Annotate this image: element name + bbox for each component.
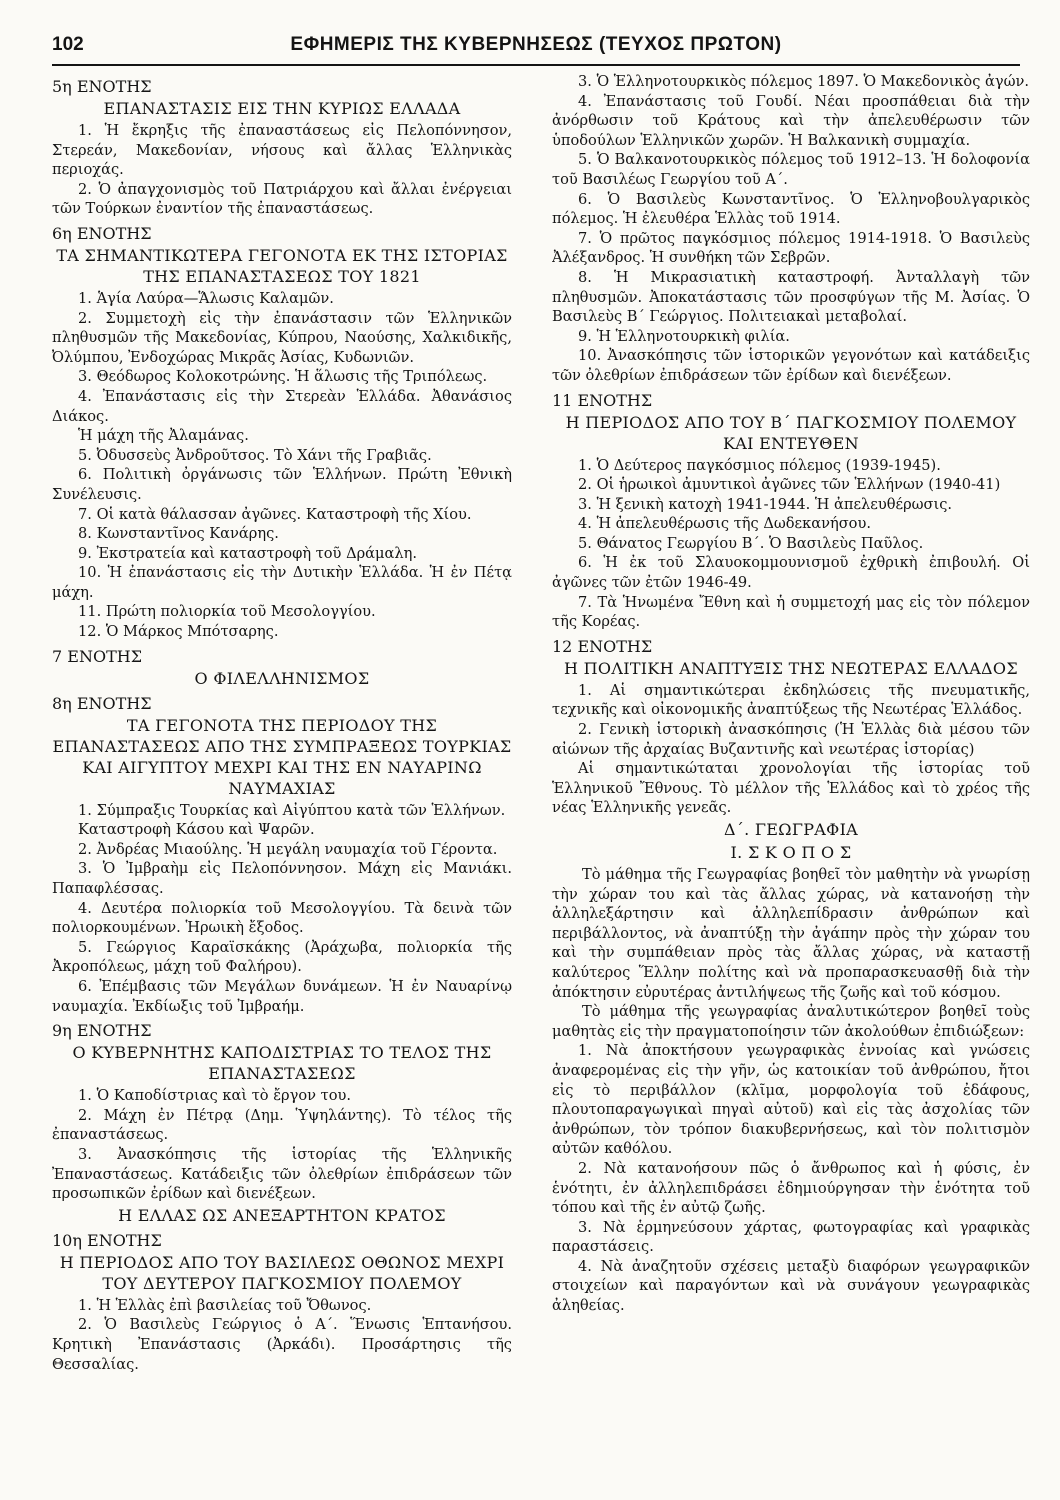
list-item: 2. Ἀνδρέας Μιαούλης. Ἡ μεγάλη ναυμαχία τοῦ Γέροντα. — [78, 840, 498, 858]
list-item: 2. Οἱ ἡρωικοὶ ἀμυντικοὶ ἀγῶνες τῶν Ἑλλήνων (1940-41) — [578, 476, 1001, 494]
section-title: Η ΠΟΛΙΤΙΚΗ ΑΝΑΠΤΥΞΙΣ ΤΗΣ ΝΕΩΤΕΡΑΣ ΕΛΛΑΔΟΣ — [564, 658, 1018, 678]
list-item: 6. Ἡ ἐκ τοῦ Σλαυοκομμουνισμοῦ ἐχθρικὴ ἐπιβουλή. Οἱ ἀγῶνες τῶν ἐτῶν 1946-49. — [552, 554, 1030, 592]
list-item: 2. Ὁ Βασιλεὺς Γεώργιος ὁ Α΄. Ἕνωσις Ἑπτανήσου. Κρητικὴ Ἐπανάστασις (Ἀρκάδι). Προσάρτησις τῆς Θεσσαλίας. — [52, 1316, 512, 1373]
section-title: Δ΄. ΓΕΩΓΡΑΦΙΑ — [723, 820, 859, 839]
page-number: 102 — [52, 34, 84, 55]
list-item: 7. Ὁ πρῶτος παγκόσμιος πόλεμος 1914-1918. Ὁ Βασιλεὺς Ἀλέξανδρος. Ἡ συνθήκη τῶν Σεβρῶν. — [552, 229, 1030, 267]
unit-heading: 11 ΕΝΟΤΗΣ — [552, 390, 653, 410]
list-item: 8. Κωνσταντῖνος Κανάρης. — [78, 525, 279, 543]
list-item: 2. Ὁ ἀπαγχονισμὸς τοῦ Πατριάρχου καὶ ἄλλαι ἐνέργειαι τῶν Τούρκων ἐναντίον τῆς ἐπαναστάσεως. — [52, 180, 512, 218]
list-item: 12. Ὁ Μάρκος Μπότσαρης. — [78, 623, 279, 641]
list-item: 2. Γενικὴ ἱστορικὴ ἀνασκόπησις (Ἡ Ἑλλὰς διὰ μέσου τῶν αἰώνων τῆς ἀρχαίας Βυζαντινῆς καὶ νεωτέρας ἱστορίας) — [552, 721, 1030, 758]
list-item: 8. Ἡ Μικρασιατικὴ καταστροφή. Ἀνταλλαγὴ τῶν πληθυσμῶν. Ἀποκατάστασις τῶν προσφύγων τῆς Μ. Ἀσίας. Ὁ Βασιλεὺς Β΄ Γεώργιος. Πολιτειακαὶ μεταβολαί. — [552, 268, 1030, 326]
list-item: Καταστροφὴ Κάσου καὶ Ψαρῶν. — [78, 821, 315, 839]
section-title: ΤΑ ΓΕΓΟΝΟΤΑ ΤΗΣ ΠΕΡΙΟΔΟΥ ΤΗΣ ΕΠΑΝΑΣΤΑΣΕΩΣ ΑΠΟ ΤΗΣ ΣΥΜΠΡΑΞΕΩΣ ΤΟΥΡΚΙΑΣ ΚΑΙ ΑΙΓΥΠΤΟΥ ΜΕΧΡΙ ΚΑΙ ΤΗΣ ΕΝ ΝΑΥΑΡΙΝΩ ΝΑΥΜΑΧΙΑΣ — [52, 715, 512, 798]
list-item: 5. Θάνατος Γεωργίου Β΄. Ὁ Βασιλεὺς Παῦλος. — [578, 534, 924, 552]
list-item: 5. Γεώργιος Καραϊσκάκης (Ἀράχωβα, πολιορκία τῆς Ἀκροπόλεως, μάχη τοῦ Φαλήρου). — [52, 938, 512, 976]
unit-heading: 9η ΕΝΟΤΗΣ — [52, 1021, 152, 1041]
list-item: 2. Νὰ κατανοήσουν πῶς ὁ ἄνθρωπος καὶ ἡ φύσις, ἐν ἑνότητι, ἐν ἀλληλεπιδράσει ἐδημιούργησαν τὴν ἑνότητα τοῦ τόπου καὶ τῆς ἐν αὐτῷ ζωῆς. — [552, 1159, 1030, 1217]
gazette-title: ΕΦΗΜΕΡΙΣ ΤΗΣ ΚΥΒΕΡΝΗΣΕΩΣ (ΤΕΥΧΟΣ ΠΡΩΤΟΝ) — [290, 34, 782, 55]
list-item: 3. Ἡ ξενικὴ κατοχὴ 1941-1944. Ἡ ἀπελευθέρωσις. — [578, 495, 953, 513]
list-item: 4. Ἡ ἀπελευθέρωσις τῆς Δωδεκανήσου. — [578, 515, 871, 533]
section-title: Ι. Σ Κ Ο Π Ο Σ — [730, 843, 852, 862]
unit-heading: 5η ΕΝΟΤΗΣ — [52, 77, 152, 96]
section-title: Ο ΚΥΒΕΡΝΗΤΗΣ ΚΑΠΟΔΙΣΤΡΙΑΣ ΤΟ ΤΕΛΟΣ ΤΗΣ ΕΠΑΝΑΣΤΑΣΕΩΣ — [72, 1043, 492, 1084]
section-title: Ο ΦΙΛΕΛΛΗΝΙΣΜΟΣ — [194, 668, 370, 688]
list-item: 3. Νὰ ἑρμηνεύσουν χάρτας, φωτογραφίας καὶ γραφικὰς παραστάσεις. — [552, 1218, 1030, 1256]
list-item: 1. Ἡ Ἑλλὰς ἐπὶ βασιλείας τοῦ Ὄθωνος. — [78, 1296, 372, 1314]
list-item: 1. Σύμπραξις Τουρκίας καὶ Αἰγύπτου κατὰ τῶν Ἑλλήνων. — [78, 801, 506, 819]
list-item: 3. Θεόδωρος Κολοκοτρώνης. Ἡ ἅλωσις τῆς Τριπόλεως. — [78, 368, 488, 386]
unit-heading: 12 ΕΝΟΤΗΣ — [552, 636, 653, 656]
list-item: 4. Δευτέρα πολιορκία τοῦ Μεσολογγίου. Τὰ δεινὰ τῶν πολιορκουμένων. Ἡρωικὴ ἔξοδος. — [52, 899, 512, 937]
list-item: 9. Ἐκστρατεία καὶ καταστροφὴ τοῦ Δράμαλη. — [78, 544, 418, 562]
list-item: 4. Ἐπανάστασις εἰς τὴν Στερεὰν Ἑλλάδα. Ἀθανάσιος Διάκος. — [52, 387, 512, 425]
list-item: 9. Ἡ Ἑλληνοτουρκικὴ φιλία. — [578, 327, 790, 345]
section-title: ΕΠΑΝΑΣΤΑΣΙΣ ΕΙΣ ΤΗΝ ΚΥΡΙΩΣ ΕΛΛΑΔΑ — [103, 99, 461, 118]
list-item: 1. Ὁ Δεύτερος παγκόσμιος πόλεμος (1939-1945). — [578, 456, 941, 474]
section-title: ΤΑ ΣΗΜΑΝΤΙΚΩΤΕΡΑ ΓΕΓΟΝΟΤΑ ΕΚ ΤΗΣ ΙΣΤΟΡΙΑΣ ΤΗΣ ΕΠΑΝΑΣΤΑΣΕΩΣ ΤΟΥ 1821 — [56, 245, 508, 286]
list-item: 11. Πρώτη πολιορκία τοῦ Μεσολογγίου. — [78, 603, 376, 621]
list-item: 1. Ἁγία Λαύρα—Ἅλωσις Καλαμῶν. — [78, 289, 334, 307]
list-item: 4. Νὰ ἀναζητοῦν σχέσεις μεταξὺ διαφόρων γεωγραφικῶν στοιχείων καὶ παραγόντων καὶ νὰ συνάγουν γεωγραφικὰς ἀληθείας. — [552, 1257, 1030, 1315]
list-item: 5. Ὁ Βαλκανοτουρκικὸς πόλεμος τοῦ 1912–13. Ἡ δολοφονία τοῦ Βασιλέως Γεωργίου τοῦ Α΄. — [552, 151, 1030, 188]
unit-heading: 8η ΕΝΟΤΗΣ — [52, 693, 152, 713]
left-column — [52, 72, 512, 1494]
unit-heading: 10η ΕΝΟΤΗΣ — [52, 1230, 162, 1250]
list-item: 3. Ἀνασκόπησις τῆς ἱστορίας τῆς Ἑλληνικῆς Ἐπαναστάσεως. Κατάδειξις τῶν ὀλεθρίων ἐπιδράσεων τῶν προσωπικῶν ἐρίδων καὶ διενέξεων. — [52, 1145, 512, 1203]
section-title: Η ΠΕΡΙΟΔΟΣ ΑΠΟ ΤΟΥ Β΄ ΠΑΓΚΟΣΜΙΟΥ ΠΟΛΕΜΟΥ ΚΑΙ ΕΝΤΕΥΘΕΝ — [565, 412, 1017, 453]
list-item: 3. Ὁ Ἑλληνοτουρκικὸς πόλεμος 1897. Ὁ Μακεδονικὸς ἀγών. — [578, 73, 1030, 90]
list-item: 6. Πολιτικὴ ὀργάνωσις τῶν Ἑλλήνων. Πρώτη Ἐθνικὴ Συνέλευσις. — [52, 466, 512, 503]
right-column — [552, 72, 1030, 1494]
list-item: 6. Ὁ Βασιλεὺς Κωνσταντῖνος. Ὁ Ἑλληνοβουλγαρικὸς πόλεμος. Ἡ ἐλευθέρα Ἑλλὰς τοῦ 1914. — [552, 190, 1030, 228]
list-item: 2. Συμμετοχὴ εἰς τὴν ἐπανάστασιν τῶν Ἑλληνικῶν πληθυσμῶν τῆς Μακεδονίας, Κύπρου, Ναούσης, Χαλκιδικῆς, Ὀλύμπου, Ἐνδοχώρας Μικρᾶς Ἀσίας, Κυδωνιῶν. — [52, 309, 512, 366]
list-item: 6. Ἐπέμβασις τῶν Μεγάλων δυνάμεων. Ἡ ἐν Ναυαρίνῳ ναυμαχία. Ἐκδίωξις τοῦ Ἰμβραήμ. — [52, 978, 512, 1015]
list-item: 1. Νὰ ἀποκτήσουν γεωγραφικὰς ἐννοίας καὶ γνώσεις ἀναφερομένας εἰς τὴν γῆν, ὡς κατοικίαν τοῦ ἀνθρώπου, ἤτοι εἰς τὸ περιβάλλον (κλῖμα, μορφολογία τοῦ ἐδάφους, πλουτοπαραγωγικαὶ πηγαὶ αὐτοῦ) καὶ εἰς τὰς ἀσχολίας τῶν ἀνθρώπων, τὸν τρόπον διακυβερνήσεως, καὶ τὸν πολιτισμὸν αὐτῶν καθόλου. — [552, 1042, 1030, 1158]
list-item: 1. Αἱ σημαντικώτεραι ἐκδηλώσεις τῆς πνευματικῆς, τεχνικῆς καὶ οἰκονομικῆς ἀναπτύξεως τῆς Νεωτέρας Ἑλλάδος. — [552, 681, 1030, 719]
list-item: 1. Ἡ ἔκρηξις τῆς ἐπαναστάσεως εἰς Πελοπόννησον, Στερεάν, Μακεδονίαν, νήσους καὶ ἄλλας Ἑλληνικὰς περιοχάς. — [52, 122, 512, 179]
body-paragraph: Τὸ μάθημα τῆς Γεωγραφίας βοηθεῖ τὸν μαθητὴν νὰ γνωρίσῃ τὴν χώραν του καὶ τὰς ἄλλας χώρας, νὰ κατανοήσῃ τὴν ἀλληλεξάρτησιν καὶ ἀλληλεπίδρασιν ἀνθρώπων καὶ περιβάλλοντος, νὰ ἀναπτύξῃ τὴν ἀγάπην πρὸς τὴν χώραν του καὶ τὴν συμπάθειαν πρὸς τὰς ἄλλας χώρας, νὰ καταστῇ καλύτερος Ἕλλην πολίτης καὶ νὰ προπαρασκευασθῇ διὰ τὴν ἀπόκτησιν εὐρυτέρας ἀντιλήψεως τῆς ζωῆς καὶ τοῦ κόσμου. — [552, 866, 1030, 1001]
list-item: 2. Μάχη ἐν Πέτρᾳ (Δημ. Ὑψηλάντης). Τὸ τέλος τῆς ἐπαναστάσεως. — [52, 1106, 512, 1144]
unit-heading: 7 ΕΝΟΤΗΣ — [52, 646, 142, 666]
unit-heading: 6η ΕΝΟΤΗΣ — [52, 223, 152, 243]
section-title: Η ΕΛΛΑΣ ΩΣ ΑΝΕΞΑΡΤΗΤΟΝ ΚΡΑΤΟΣ — [118, 1205, 446, 1225]
list-item: 5. Ὀδυσσεὺς Ἀνδροῦτσος. Τὸ Χάνι τῆς Γραβιᾶς. — [78, 446, 432, 464]
list-item: Ἡ μάχη τῆς Ἀλαμάνας. — [78, 427, 249, 445]
list-item: 10. Ἀνασκόπησις τῶν ἱστορικῶν γεγονότων καὶ κατάδειξις τῶν ὀλεθρίων ἐπιδράσεων τῶν ἐρίδων καὶ διενέξεων. — [552, 347, 1030, 384]
list-item: 10. Ἡ ἐπανάστασις εἰς τὴν Δυτικὴν Ἑλλάδα. Ἡ ἐν Πέτᾳ μάχη. — [52, 564, 512, 601]
list-item: 7. Τὰ Ἡνωμένα Ἔθνη καὶ ἡ συμμετοχή μας εἰς τὸν πόλεμον τῆς Κορέας. — [552, 593, 1030, 631]
page-header — [52, 30, 1020, 66]
list-item: Αἱ σημαντικώταται χρονολογίαι τῆς ἱστορίας τοῦ Ἑλληνικοῦ Ἔθνους. Τὸ μέλλον τῆς Ἑλλάδος καὶ τὸ χρέος τῆς νέας Ἑλληνικῆς γενεᾶς. — [552, 760, 1030, 817]
list-item: 3. Ὁ Ἰμβραὴμ εἰς Πελοπόννησον. Μάχη εἰς Μανιάκι. Παπαφλέσσας. — [52, 860, 512, 898]
section-title: Η ΠΕΡΙΟΔΟΣ ΑΠΟ ΤΟΥ ΒΑΣΙΛΕΩΣ ΟΘΩΝΟΣ ΜΕΧΡΙ ΤΟΥ ΔΕΥΤΕΡΟΥ ΠΑΓΚΟΣΜΙΟΥ ΠΟΛΕΜΟΥ — [59, 1252, 505, 1293]
list-item: 1. Ὁ Καποδίστριας καὶ τὸ ἔργον του. — [78, 1087, 352, 1105]
list-item: 4. Ἐπανάστασις τοῦ Γουδί. Νέαι προσπάθειαι διὰ τὴν ἀνόρθωσιν τοῦ Κράτους καὶ τὴν ἀπελευθέρωσιν τῶν ὑποδούλων Ἑλληνικῶν χωρῶν. Ἡ Βαλκανικὴ συμμαχία. — [552, 92, 1030, 149]
body-paragraph: Τὸ μάθημα τῆς γεωγραφίας ἀναλυτικώτερον βοηθεῖ τοὺς μαθητὰς εἰς τὴν πραγματοποίησιν τῶν ἀκολούθων ἐπιδιώξεων: — [552, 1003, 1030, 1040]
list-item: 7. Οἱ κατὰ θάλασσαν ἀγῶνες. Καταστροφὴ τῆς Χίου. — [78, 505, 472, 523]
